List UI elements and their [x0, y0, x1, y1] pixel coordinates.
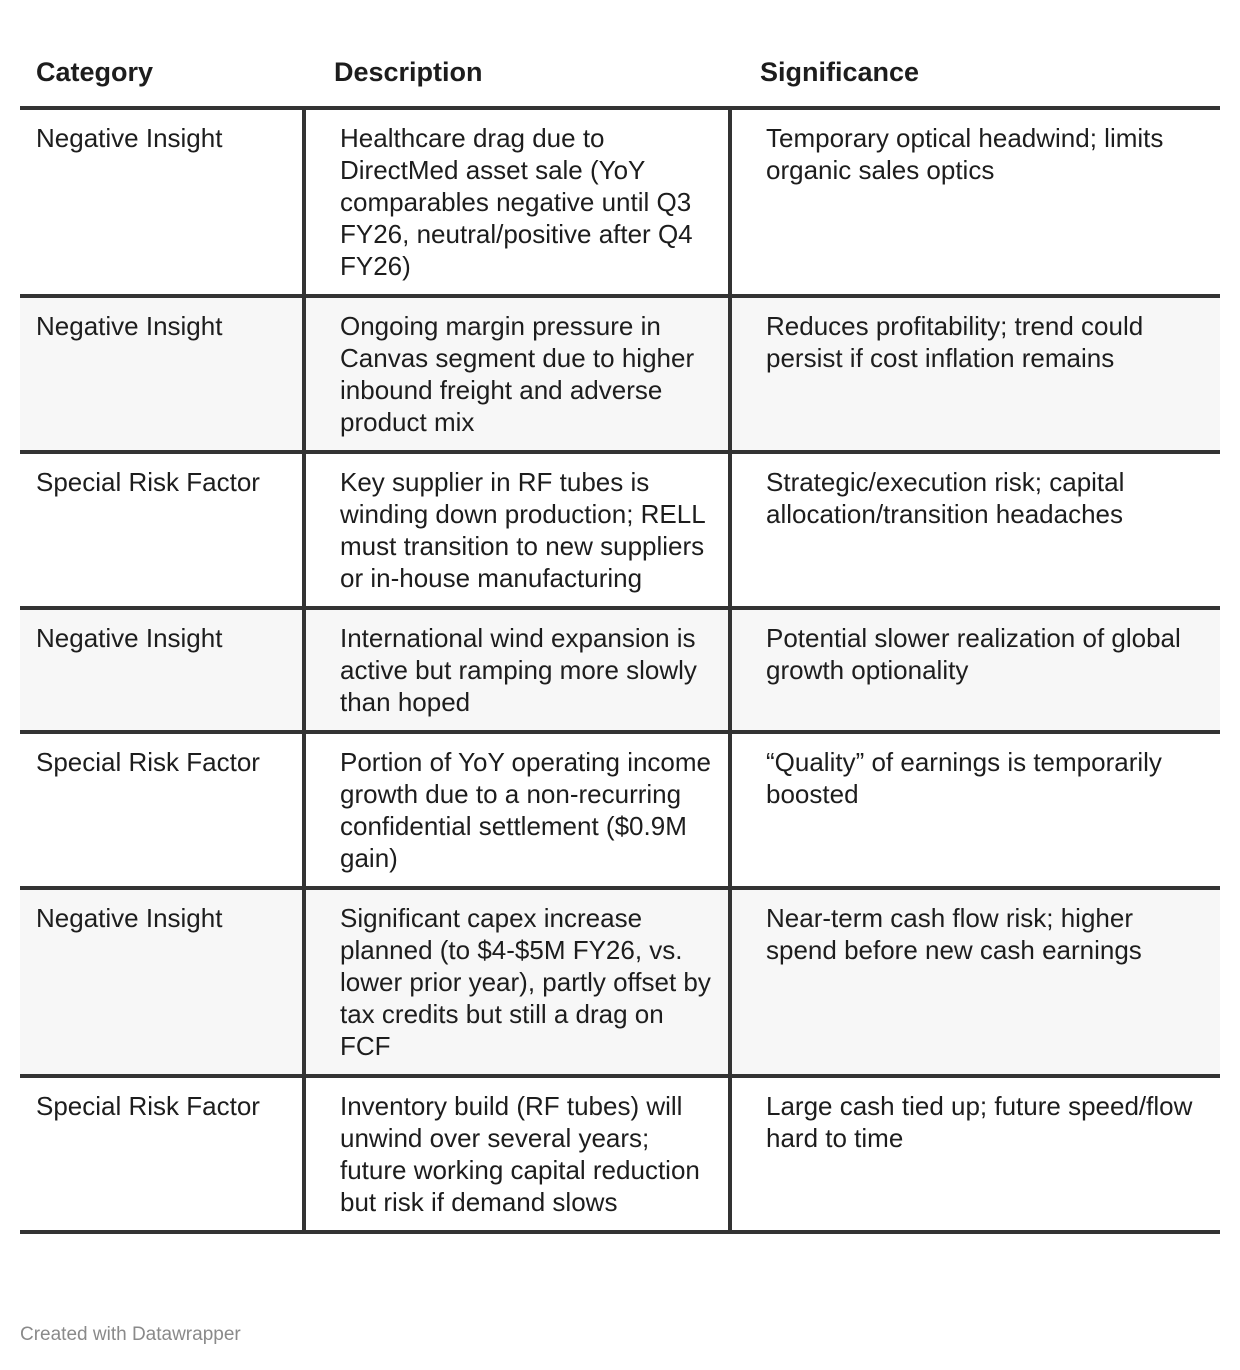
- risk-table-container: [20, 40, 1220, 1234]
- cell-description: Ongoing margin pressure in Canvas segment due to higher inbound freight and adverse product mix: [304, 296, 730, 452]
- cell-description: Key supplier in RF tubes is winding down production; RELL must transition to new suppliers or in-house manufacturing: [304, 452, 730, 608]
- cell-category: Negative Insight: [20, 888, 304, 1076]
- column-header-description: Description: [304, 40, 730, 108]
- cell-description: International wind expansion is active but ramping more slowly than hoped: [304, 608, 730, 732]
- table-row: [20, 888, 1220, 1076]
- cell-description: Significant capex increase planned (to $4-$5M FY26, vs. lower prior year), partly offset by tax credits but still a drag on FCF: [304, 888, 730, 1076]
- cell-significance: Reduces profitability; trend could persist if cost inflation remains: [730, 296, 1220, 452]
- table-row: [20, 296, 1220, 452]
- table-row: [20, 1076, 1220, 1232]
- column-header-significance: Significance: [730, 40, 1220, 108]
- cell-description: Inventory build (RF tubes) will unwind over several years; future working capital reduction but risk if demand slows: [304, 1076, 730, 1232]
- table-header: [20, 40, 1220, 108]
- risk-table: [20, 40, 1220, 1234]
- cell-description: Healthcare drag due to DirectMed asset sale (YoY comparables negative until Q3 FY26, neutral/positive after Q4 FY26): [304, 108, 730, 296]
- table-row: [20, 452, 1220, 608]
- cell-category: Special Risk Factor: [20, 452, 304, 608]
- cell-category: Negative Insight: [20, 296, 304, 452]
- cell-significance: Strategic/execution risk; capital allocation/transition headaches: [730, 452, 1220, 608]
- cell-significance: Temporary optical headwind; limits organic sales optics: [730, 108, 1220, 296]
- table-row: [20, 608, 1220, 732]
- cell-significance: “Quality” of earnings is temporarily boosted: [730, 732, 1220, 888]
- cell-significance: Near-term cash flow risk; higher spend before new cash earnings: [730, 888, 1220, 1076]
- table-row: [20, 108, 1220, 296]
- cell-category: Special Risk Factor: [20, 1076, 304, 1232]
- table-row: [20, 732, 1220, 888]
- cell-category: Special Risk Factor: [20, 732, 304, 888]
- cell-category: Negative Insight: [20, 608, 304, 732]
- cell-description: Portion of YoY operating income growth due to a non-recurring confidential settlement ($0.9M gain): [304, 732, 730, 888]
- table-body: [20, 108, 1220, 1232]
- column-header-category: Category: [20, 40, 304, 108]
- cell-significance: Large cash tied up; future speed/flow hard to time: [730, 1076, 1220, 1232]
- cell-significance: Potential slower realization of global growth optionality: [730, 608, 1220, 732]
- datawrapper-credit: Created with Datawrapper: [20, 1324, 241, 1345]
- header-row: [20, 40, 1220, 108]
- cell-category: Negative Insight: [20, 108, 304, 296]
